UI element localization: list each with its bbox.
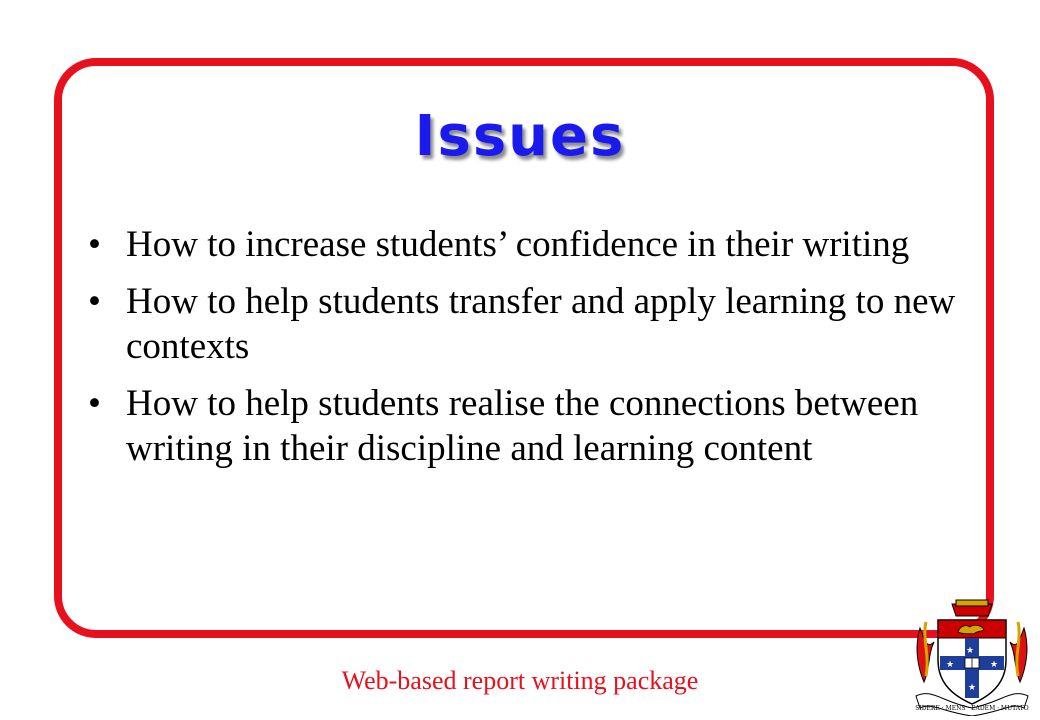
bullet-dot-icon: • xyxy=(88,224,101,265)
svg-text:★: ★ xyxy=(967,683,977,693)
svg-text:★: ★ xyxy=(945,660,955,670)
bullet-item xyxy=(88,222,968,267)
svg-text:SIDERE · MENS · EADEM · MUTATO: SIDERE · MENS · EADEM · MUTATO xyxy=(915,705,1029,712)
footer-caption: Web-based report writing package xyxy=(341,666,699,695)
bullet-text: How to help students realise the connections between writing in their discipline and learning content xyxy=(126,383,919,469)
bullet-dot-icon: • xyxy=(88,383,101,424)
bullet-text: How to help students transfer and apply learning to new contexts xyxy=(126,281,956,367)
university-crest-logo xyxy=(912,598,1032,716)
svg-text:★: ★ xyxy=(989,660,999,670)
bullet-item xyxy=(88,381,968,471)
bullet-item xyxy=(88,279,968,369)
bullet-text: How to increase students’ confidence in their writing xyxy=(126,224,910,265)
svg-text:★: ★ xyxy=(965,646,975,656)
bullet-dot-icon: • xyxy=(88,281,101,322)
bullet-list xyxy=(88,222,968,483)
slide-title: Issues xyxy=(414,104,626,169)
